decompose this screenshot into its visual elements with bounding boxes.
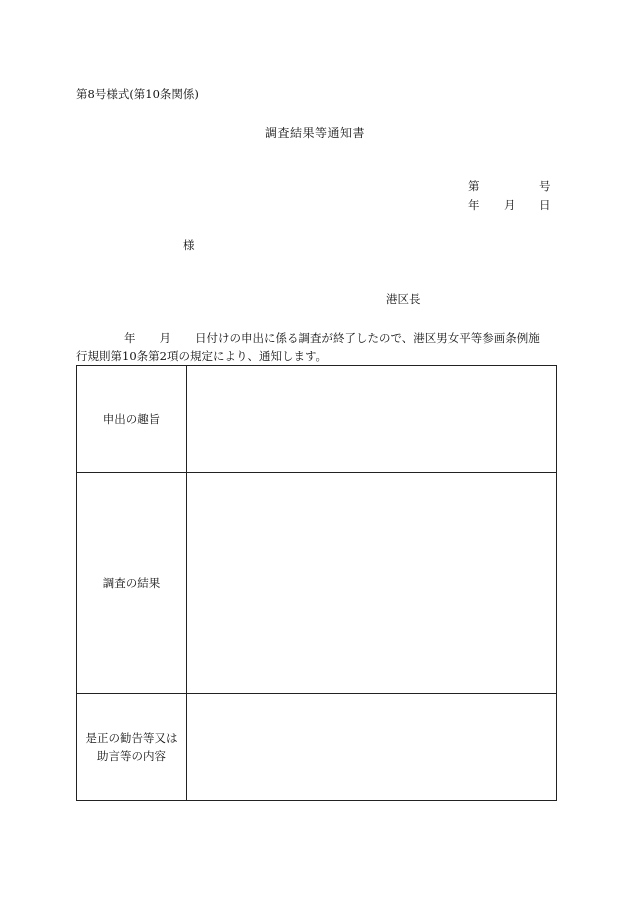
date-year-label: 年 — [468, 198, 480, 212]
table-row-recommendation — [77, 694, 557, 801]
document-number-prefix: 第 — [468, 179, 480, 193]
label-line: 調査の結果 — [102, 576, 161, 590]
addressee-honorific: 様 — [183, 238, 195, 252]
recommendation-label — [77, 694, 187, 801]
investigation-result-label — [77, 473, 187, 694]
label-line: 是正の勧告等又は — [85, 731, 178, 745]
request-purpose-label — [77, 366, 187, 473]
issuer-name: 港区長 — [386, 292, 421, 306]
recommendation-field[interactable] — [187, 694, 557, 801]
table-row-investigation-result — [77, 473, 557, 694]
investigation-result-field[interactable] — [187, 473, 557, 694]
document-number-suffix: 号 — [539, 179, 551, 193]
body-year-label: 年 — [124, 331, 136, 345]
request-purpose-field[interactable] — [187, 366, 557, 473]
body-month-label: 月 — [159, 331, 171, 345]
body-line1-text: 日付けの申出に係る調査が終了したので、港区男女平等参画条例施 — [195, 331, 540, 345]
body-text-line-2: 行規則第10条第2項の規定により、通知します。 — [76, 349, 328, 363]
table-row-request-purpose — [77, 366, 557, 473]
body-text-line-1 — [124, 330, 540, 346]
label-line: 助言等の内容 — [97, 749, 166, 763]
form-number: 第8号様式(第10条関係) — [76, 87, 199, 101]
document-title: 調査結果等通知書 — [264, 126, 365, 140]
date-month-label: 月 — [504, 198, 516, 212]
label-line: 申出の趣旨 — [102, 412, 161, 426]
result-table — [76, 365, 557, 801]
date-day-label: 日 — [539, 198, 551, 212]
